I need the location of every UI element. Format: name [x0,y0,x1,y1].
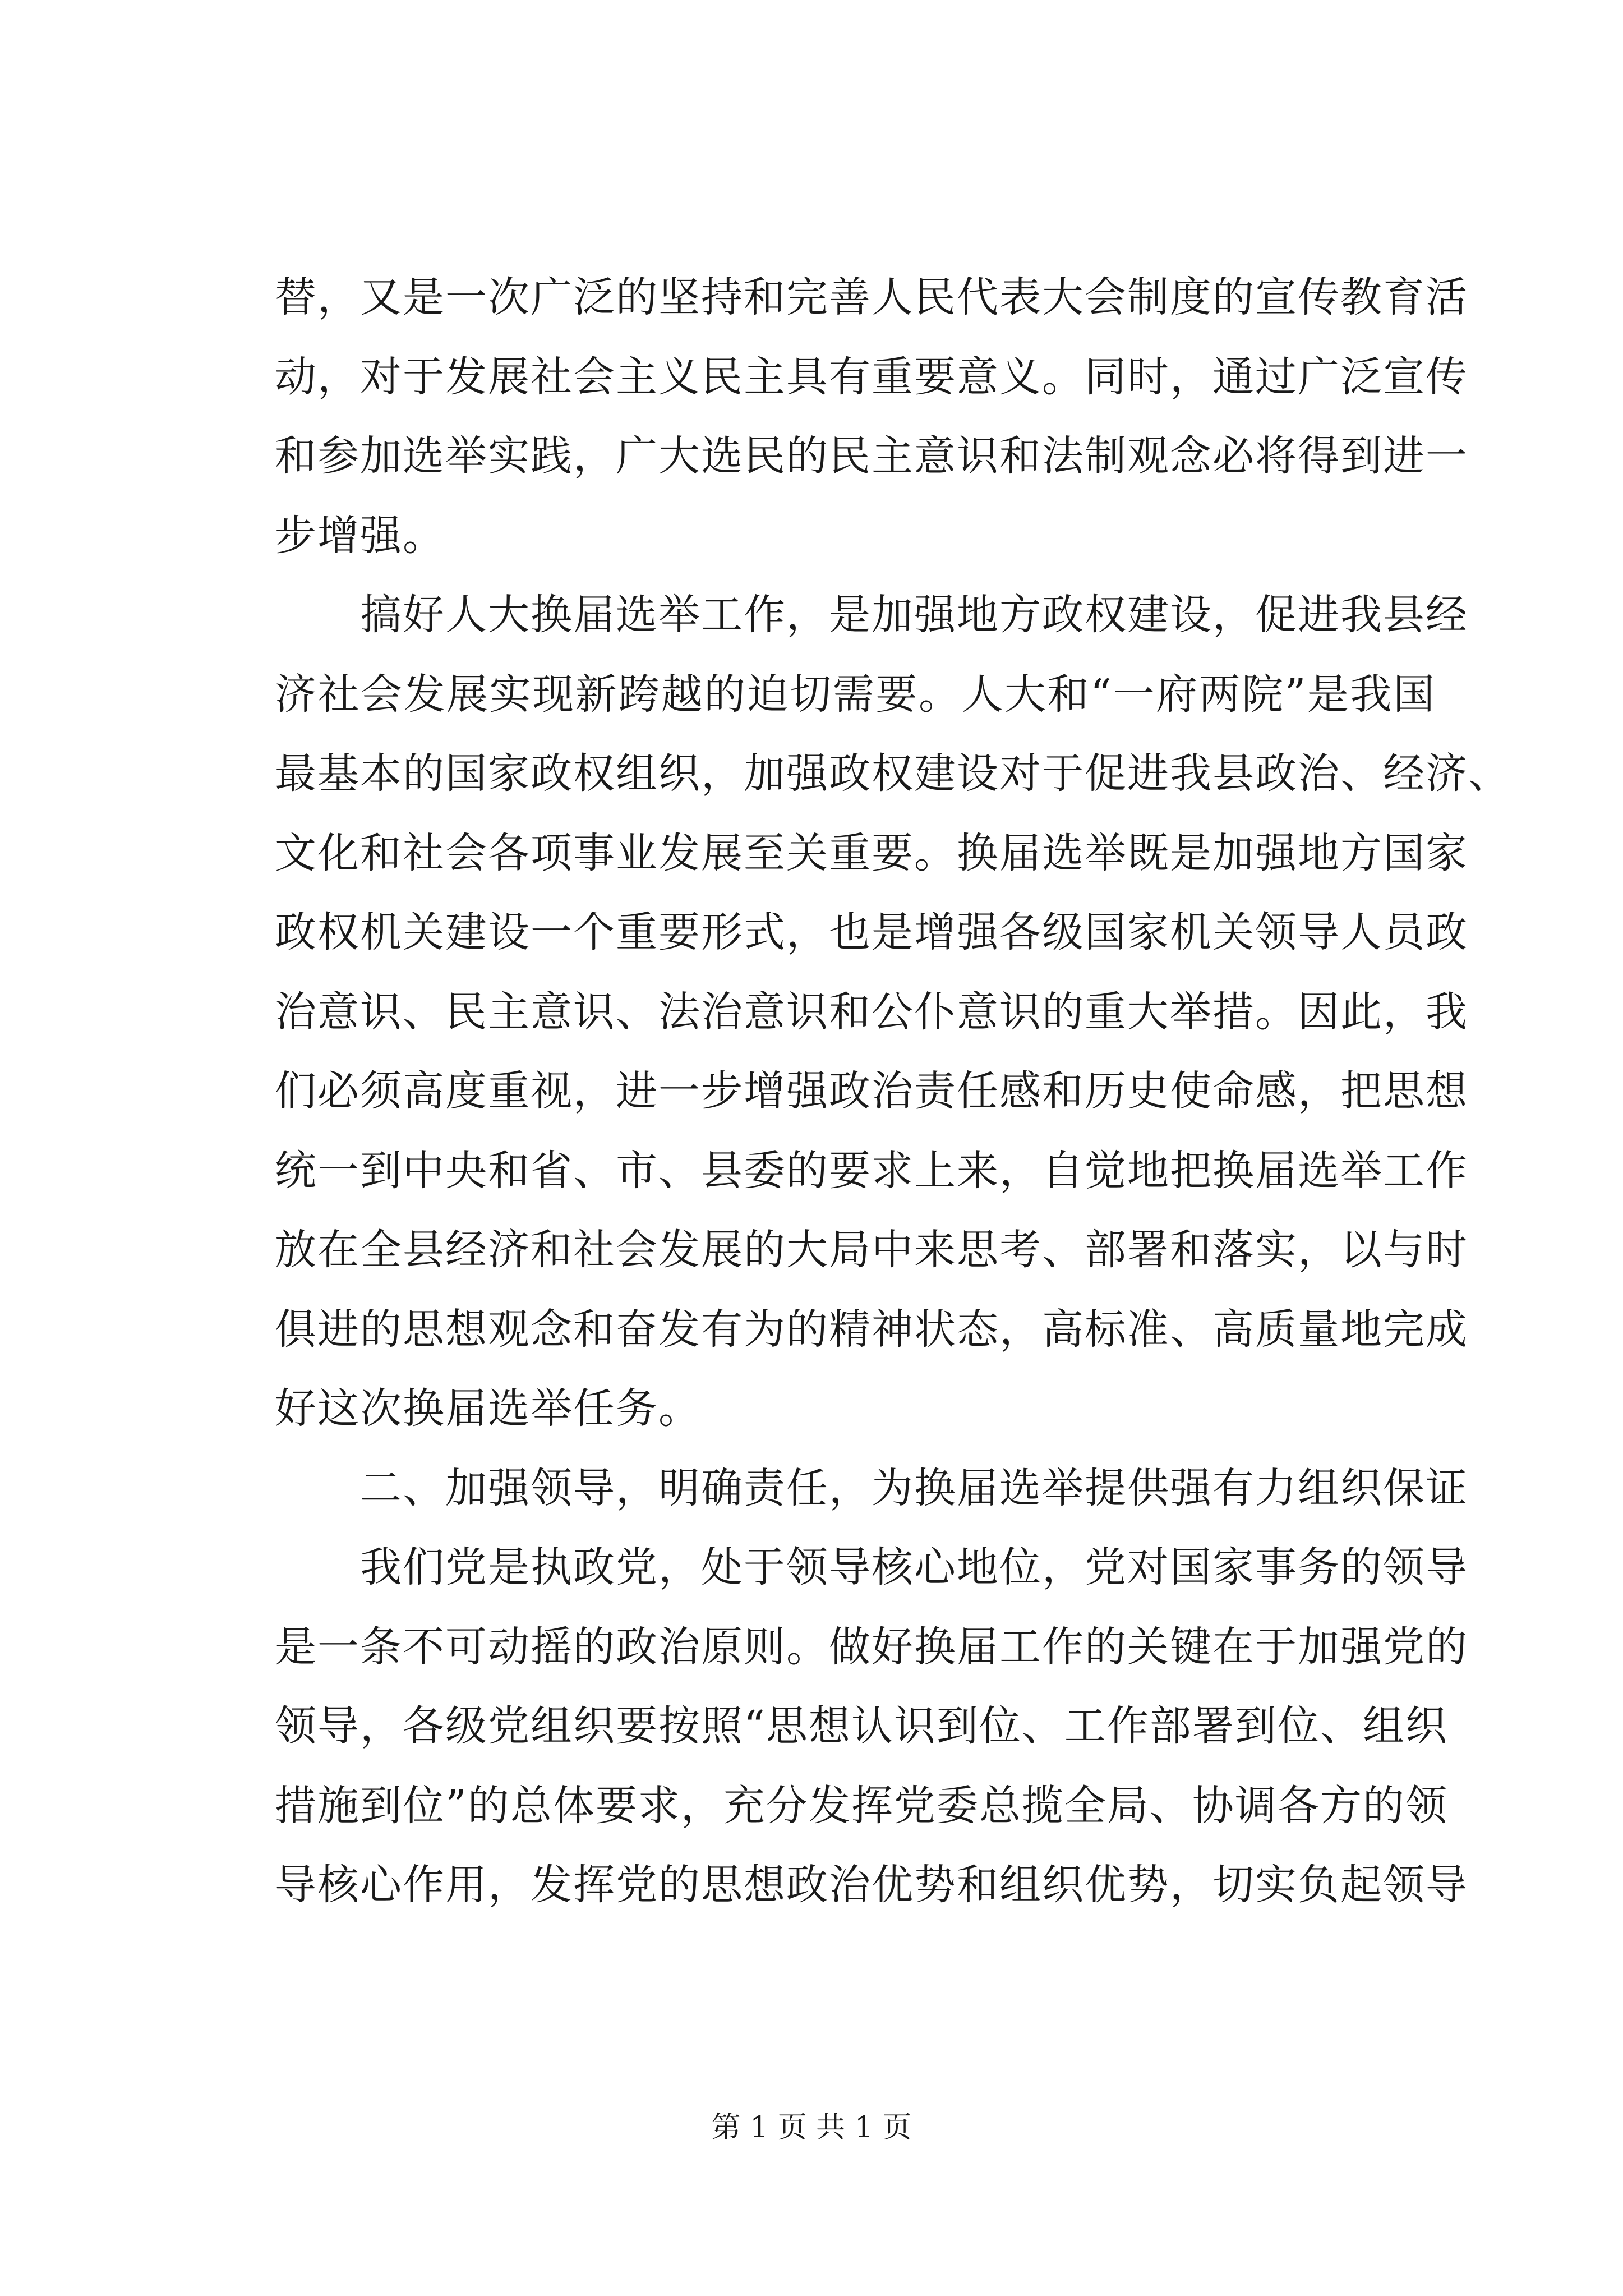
text-line: 政权机关建设一个重要形式，也是增强各级国家机关领导人员政 [275,908,1468,956]
text-line: 好这次换届选举任务。 [275,1384,701,1433]
text-line: 和参加选举实践，广大选民的民主意识和法制观念必将得到进一 [275,432,1468,480]
text-line: 是一条不可动摇的政治原则。做好换届工作的关键在于加强党的 [275,1622,1468,1671]
text-line: 导核心作用，发挥党的思想政治优势和组织优势，切实负起领导 [275,1861,1468,1909]
text-line: 治意识、民主意识、法治意识和公仆意识的重大举措。因此，我 [275,987,1468,1036]
text-line: 替，又是一次广泛的坚持和完善人民代表大会制度的宣传教育活 [275,273,1468,321]
text-line: 文化和社会各项事业发展至关重要。换届选举既是加强地方国家 [275,829,1468,877]
text-line: 我们党是执政党，处于领导核心地位，党对国家事务的领导 [275,1543,1468,1591]
text-line: 们必须高度重视，进一步增强政治责任感和历史使命感，把思想 [275,1067,1468,1115]
body-text [275,258,1511,1925]
text-line: 步增强。 [275,511,445,560]
text-line: 济社会发展实现新跨越的迫切需要。人大和“一府两院”是我国 [275,670,1436,719]
section-heading: 二、加强领导，明确责任，为换届选举提供强有力组织保证 [275,1464,1468,1512]
text-line: 领导，各级党组织要按照“思想认识到位、工作部署到位、组织 [275,1702,1448,1750]
text-line: 搞好人大换届选举工作，是加强地方政权建设，促进我县经 [275,591,1468,639]
text-line: 最基本的国家政权组织，加强政权建设对于促进我县政治、经济、 [275,749,1511,798]
text-line: 措施到位”的总体要求，充分发挥党委总揽全局、协调各方的领 [275,1781,1448,1830]
text-line: 俱进的思想观念和奋发有为的精神状态，高标准、高质量地完成 [275,1305,1468,1354]
page-number-footer: 第 1 页 共 1 页 [711,2111,912,2145]
text-line: 动，对于发展社会主义民主具有重要意义。同时，通过广泛宣传 [275,352,1468,401]
text-line: 放在全县经济和社会发展的大局中来思考、部署和落实，以与时 [275,1226,1468,1274]
text-line: 统一到中央和省、市、县委的要求上来，自觉地把换届选举工作 [275,1146,1468,1195]
